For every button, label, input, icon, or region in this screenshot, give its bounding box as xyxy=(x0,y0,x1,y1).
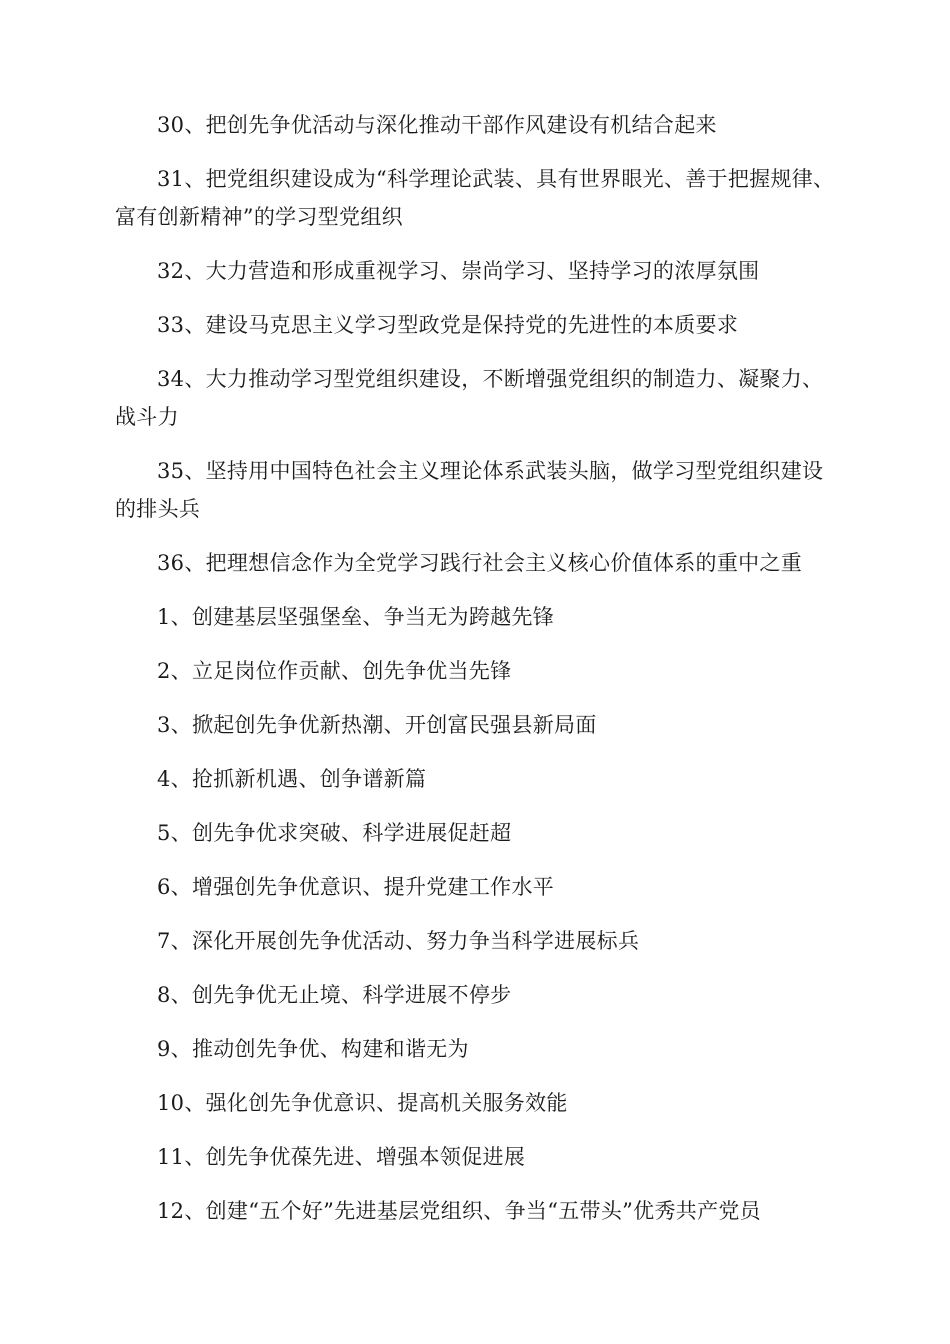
paragraph: 6、增强创先争优意识、提升党建工作水平 xyxy=(157,875,555,899)
paragraph: 8、创先争优无止境、科学进展不停步 xyxy=(157,983,512,1007)
paragraph: 2、立足岗位作贡献、创先争优当先锋 xyxy=(157,659,512,683)
paragraph: 31、把党组织建设成为“科学理论武装、具有世界眼光、善于把握规律、富有创新精神”的学习型党组织 xyxy=(115,167,835,229)
paragraph: 4、抢抓新机遇、创争谱新篇 xyxy=(157,767,427,791)
paragraph: 5、创先争优求突破、科学进展促赶超 xyxy=(157,821,512,845)
paragraph: 33、建设马克思主义学习型政党是保持党的先进性的本质要求 xyxy=(157,313,739,337)
paragraph: 11、创先争优葆先进、增强本领促进展 xyxy=(157,1145,526,1169)
paragraph: 36、把理想信念作为全党学习践行社会主义核心价值体系的重中之重 xyxy=(157,551,803,575)
paragraph: 7、深化开展创先争优活动、努力争当科学进展标兵 xyxy=(157,929,640,953)
paragraph: 35、坚持用中国特色社会主义理论体系武装头脑，做学习型党组织建设的排头兵 xyxy=(115,459,824,521)
paragraph: 3、掀起创先争优新热潮、开创富民强县新局面 xyxy=(157,713,597,737)
document-body xyxy=(115,106,835,1230)
paragraph: 30、把创先争优活动与深化推动干部作风建设有机结合起来 xyxy=(157,113,717,137)
paragraph: 32、大力营造和形成重视学习、崇尚学习、坚持学习的浓厚氛围 xyxy=(157,259,760,283)
paragraph: 1、创建基层坚强堡垒、争当无为跨越先锋 xyxy=(157,605,555,629)
paragraph: 12、创建“五个好”先进基层党组织、争当“五带头”优秀共产党员 xyxy=(157,1199,761,1223)
paragraph: 10、强化创先争优意识、提高机关服务效能 xyxy=(157,1091,568,1115)
paragraph: 9、推动创先争优、构建和谐无为 xyxy=(157,1037,469,1061)
paragraph: 34、大力推动学习型党组织建设，不断增强党组织的制造力、凝聚力、战斗力 xyxy=(115,367,824,429)
